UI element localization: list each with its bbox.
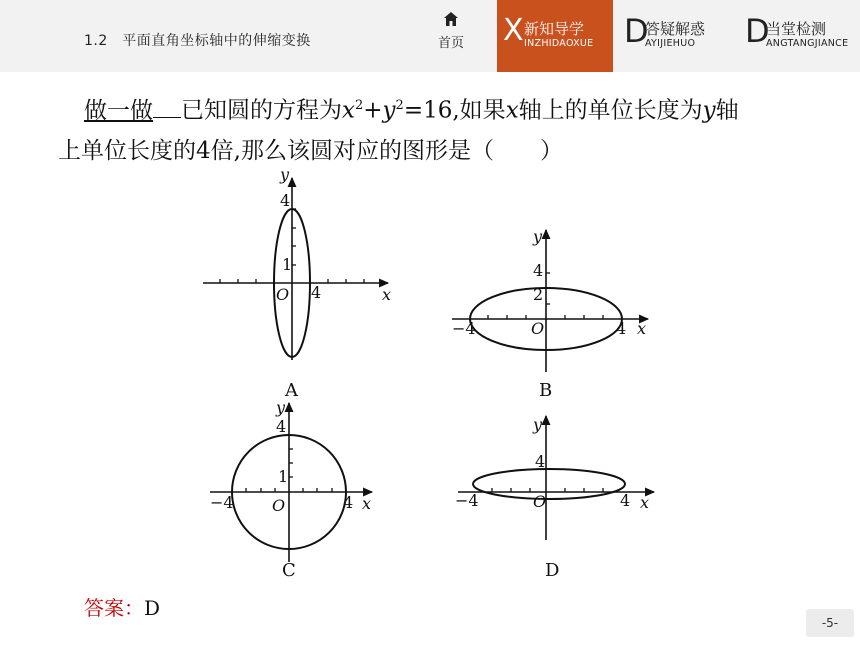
figure-c [210,398,372,581]
tab-pinyin: INZHIDAOXUE [524,38,594,49]
tab-initial: D [624,12,649,50]
tab-pinyin: ANGTANGJIANCE [766,38,849,49]
y-axis-label: y [533,227,543,246]
y-axis-label: y [276,398,286,417]
tick-label: −4 [455,491,479,510]
tab-label: 答疑解惑 [645,20,706,38]
tick-label: 4 [311,283,322,302]
problem-text: =16,如果 [403,97,506,124]
tab-label: 新知导学 [524,20,585,38]
answer-value: D [144,596,161,620]
var-y: y [702,97,716,124]
tick-label: −4 [210,493,234,512]
tick-label: 4 [616,319,627,338]
tick-label: 4 [620,491,631,510]
origin-label: O [272,496,286,515]
home-label: 首页 [437,36,464,51]
problem-text: 轴上的单位长度为 [518,97,703,124]
option-label-c: C [282,560,296,581]
tab-pinyin: AYIJIEHUO [645,38,696,49]
section-title: 1.2 平面直角坐标轴中的伸缩变换 [84,33,311,49]
tab-initial: X [503,13,524,48]
problem-text: 轴 [715,97,739,124]
x-axis-label: x [362,494,372,513]
tick-label: 1 [282,255,293,274]
page-number: -5- [806,609,854,637]
option-label-b: B [539,380,553,401]
tick-label: 4 [343,493,354,512]
tick-label: 4 [533,261,544,280]
origin-label: O [531,319,545,338]
answer-label: 答案： [84,596,144,620]
tick-label: 4 [280,191,291,210]
option-label-d: D [545,560,560,581]
tick-label: −4 [452,319,476,338]
origin-label: O [276,285,290,304]
tick-label: 2 [533,285,544,304]
option-label-a: A [285,380,298,401]
tab-label: 当堂检测 [766,20,827,38]
var-y: y [382,97,396,124]
figure-d [455,415,654,581]
origin-label: O [533,492,547,511]
exponent: 2 [354,98,364,113]
figure-a [203,165,391,401]
x-axis-label: x [382,285,392,304]
exponent: 2 [395,98,404,113]
problem-text: 已知圆的方程为 [181,97,342,124]
var-x: x [342,97,355,124]
tick-label: 1 [278,467,289,486]
tick-label: 4 [535,452,546,471]
y-axis-label: y [280,165,290,184]
problem-lead: 做一做 [84,97,153,124]
tick-label: 4 [276,417,287,436]
answer [84,592,160,621]
y-axis-label: y [533,415,543,434]
var-x: x [505,97,519,124]
tab-initial: D [745,12,770,50]
figure-b [452,227,648,401]
x-axis-label: x [637,319,647,338]
x-axis-label: x [640,493,650,512]
problem-text-line2: 上单位长度的4倍,那么该圆对应的图形是（ ） [58,137,563,164]
plus-sign: + [363,97,383,124]
